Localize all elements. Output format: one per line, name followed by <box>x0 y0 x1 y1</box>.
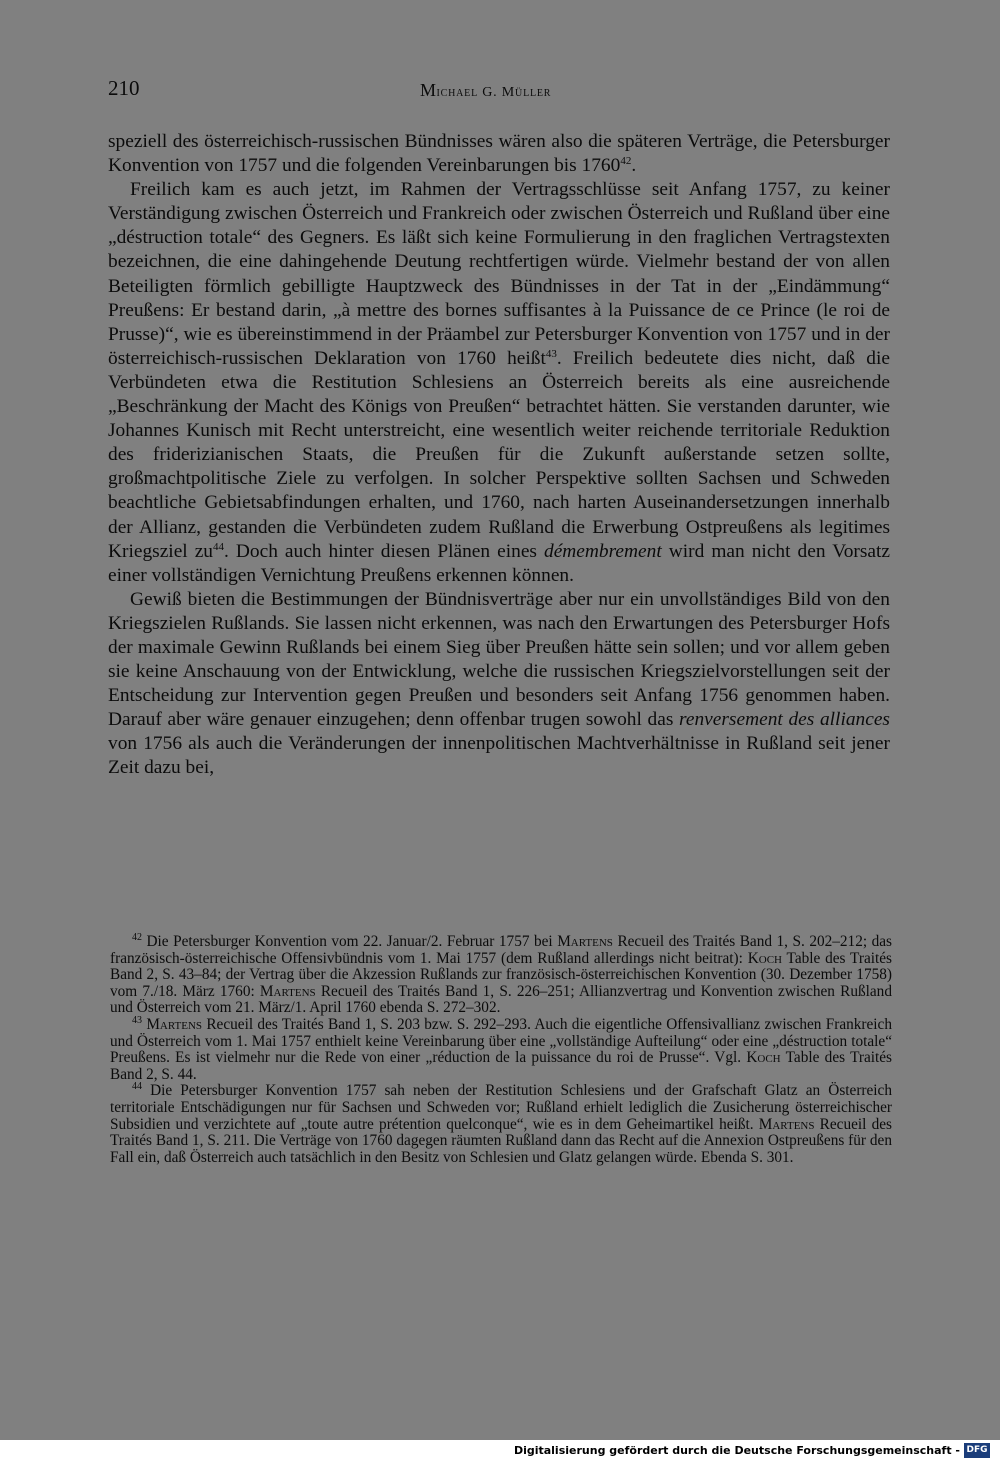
text-run: Die Petersburger Konvention vom 22. Januar/2. Februar 1757 bei <box>142 933 558 950</box>
footnote-43 <box>110 1014 893 1083</box>
text-run: wird man nicht den Vorsatz einer vollständigen Vernichtung Preußens erkennen können. <box>108 540 890 586</box>
text-run: Freilich kam es auch jetzt, im Rahmen der Vertragsschlüsse seit Anfang 1757, zu keiner Verständigung zwischen Österreich und Frankreich oder zwischen Österreich und Rußland über eine „déstruction totale“ des Gegners. Es läßt sich keine Formulierung in den fraglichen Vertragstexten bezeichnen, die eine dahingehende Deutung rechtfertigen würde. Vielmehr bestand der von allen Beteiligten förmlich gebilligte Hauptzweck des Bündnisses in der Tat in der „Eindämmung“ Preußens: Er bestand darin, „à mettre des bornes suffisantes à la Puissance de ce Prince (le roi de Prusse)“, wie es übereinstimmend in der Präambel zur Petersburger Konvention von 1757 und in der österreichisch-russischen Deklaration von 1760 heißt <box>108 179 890 369</box>
text-run: von 1756 als auch die Veränderungen der innenpolitischen Machtverhältnisse in Rußland seit jener Zeit dazu bei, <box>108 733 890 779</box>
text-run: . <box>631 155 637 177</box>
text-run: Recueil des Traités Band 1, S. 226–251; Allianzvertrag und Konvention zwischen Rußland und Österreich vom 21. März/1. April 1760 ebenda S. 272–302. <box>110 982 892 1017</box>
italic-term: renversement des alliances <box>679 709 890 731</box>
text-run: Table des Traités Band 2, S. 44. <box>110 1049 893 1083</box>
paragraph-1 <box>108 130 890 178</box>
text-run: . Doch auch hinter diesen Plänen eines <box>224 540 544 562</box>
footnotes <box>110 934 892 1166</box>
dfg-logo: DFG <box>964 1443 990 1458</box>
text-run: Recueil des Traités Band 1, S. 211. Die Verträge von 1760 dagegen räumten Rußland dann das Recht auf die Annexion Ostpreußens für den Fall ein, daß Österreich auch tatsächlich in den Besitz von Schlesien und Glatz gelangen würde. Ebenda S. 301. <box>110 1115 892 1166</box>
text-run: Recueil des Traités Band 1, S. 202–212; das französisch-österreichische Offensivbündnis vom 1. Mai 1757 (dem Rußland allerdings nicht beitrat): <box>110 933 893 967</box>
text-run: Die Petersburger Konvention 1757 sah neben der Restitution Schlesiens und der Grafschaft Glatz an Österreich territoriale Entschädigungen nur für Sachsen und Schweden vor; Rußland erhielt lediglich die Zusicherung österreichischer Subsidien und verzichtete auf „toute autre prétention quelconque“, wie es in dem Geheimartikel heißt. <box>110 1082 892 1133</box>
text-run: Table des Traités Band 2, S. 43–84; der Vertrag über die Akzession Rußlands zur französisch-österreichischen Konvention (30. Dezember 1758) vom 7./18. März 1760: <box>110 949 892 1000</box>
author-name: Koch <box>746 1049 781 1067</box>
body-text <box>108 130 890 781</box>
author-name: Martens <box>557 933 613 950</box>
footnote-number: 44 <box>132 1081 142 1093</box>
footnote-ref-43: 43 <box>545 347 557 360</box>
footnote-number: 42 <box>132 932 142 943</box>
paragraph-2 <box>108 178 890 588</box>
author-name: Martens <box>259 982 316 1000</box>
paragraph-3 <box>108 588 890 781</box>
text-run: . Freilich bedeutete dies nicht, daß die Verbündeten etwa die Restitution Schlesiens an Österreich bereits als eine ausreichende „Beschränkung der Macht des Königs von Preußen“ betrachtet hätten. Sie verstanden darunter, wie Johannes Kunisch mit Recht unterstreicht, eine wesentlich weiter reichende territoriale Reduktion des friderizianischen Staats, die Preußen für die Zukunft außerstande setzen sollte, großmachtpolitische Ziele zu verfolgen. In solcher Perspektive sollten Sachsen und Schweden beachtliche Gebietsabfindungen erhalten, und 1760, nach harten Auseinandersetzungen innerhalb der Allianz, gestanden die Verbündeten zudem Rußland die Erwerbung Ostpreußens als legitimes Kriegsziel zu <box>108 347 890 562</box>
author-name: Koch <box>747 949 782 967</box>
footnote-ref-42: 42 <box>620 155 632 168</box>
running-head-rest: ichael G. M <box>436 85 516 100</box>
footnote-44 <box>110 1083 892 1166</box>
text-run: Recueil des Traités Band 1, S. 203 bzw. S. 292–293. Auch die eigentliche Offensivallianz zwischen Frankreich und Österreich vom 1. Mai 1757 enthielt keine Vereinbarung über eine „vollständige Aufteilung“ oder eine „déstruction totale“ Preußens. Es ist vielmehr nur die Rede von einer „réduction de la puissance du roi de Prusse“. Vgl. <box>110 1015 892 1067</box>
italic-term: démembrement <box>544 540 662 562</box>
author-name: Martens <box>758 1115 815 1133</box>
running-head <box>420 80 551 101</box>
running-head-last: üller <box>515 85 552 100</box>
digitization-credit: Digitalisierung gefördert durch die Deutsche Forschungsgemeinschaft - <box>513 1444 960 1457</box>
running-head-initial: M <box>420 80 437 100</box>
page-number: 210 <box>108 76 140 100</box>
text-run: speziell des österreichisch-russischen Bündnisses wären also die späteren Verträge, die Petersburger Konvention von 1757 und die folgenden Vereinbarungen bis 1760 <box>108 131 890 177</box>
footnote-ref-44: 44 <box>213 540 225 553</box>
footnote-42 <box>110 934 892 1017</box>
footnote-number: 43 <box>132 1014 142 1026</box>
author-name: Martens <box>146 1015 203 1033</box>
text-run: Gewiß bieten die Bestimmungen der Bündnisverträge aber nur ein unvollständiges Bild von den Kriegszielen Rußlands. Sie lassen nicht erkennen, was nach den Erwartungen des Petersburger Hofs der maximale Gewinn Rußlands bei einem Sieg über Preußen hätte sein sollen; und vor allem geben sie keine Anschauung von der Entwicklung, welche die russischen Kriegszielvorstellungen seit der Entscheidung zur Intervention gegen Preußen und besonders seit Anfang 1756 genommen haben. Darauf aber wäre genauer einzugehen; denn offenbar trugen sowohl das <box>108 588 890 731</box>
